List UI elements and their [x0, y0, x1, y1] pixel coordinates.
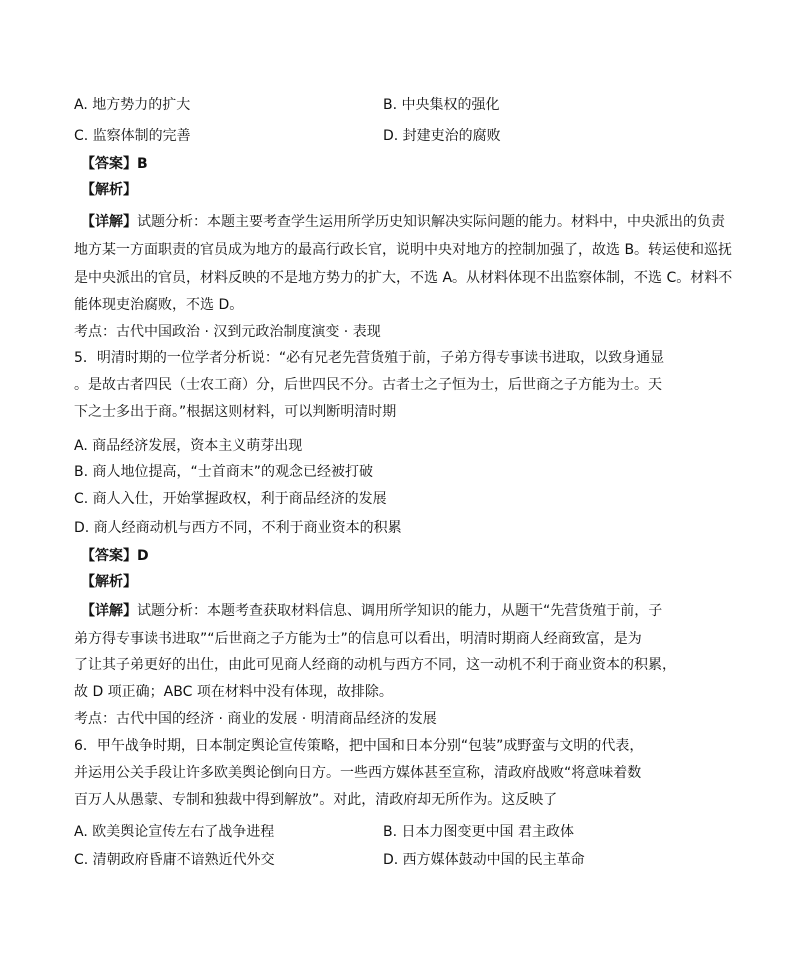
- q5-option-c: C. 商人入仕，开始掌握政权，利于商品经济的发展: [74, 491, 387, 507]
- q5-detail-line-1: 【详解】试题分析：本题考查获取材料信息、调用所学知识的能力，从题干“先营货殖于前，子: [81, 603, 663, 619]
- q5-option-b: B. 商人地位提高，“士首商末”的观念已经被打破: [74, 464, 374, 480]
- answer-tag: 【答案】: [81, 156, 137, 172]
- q4-analysis-tag: 【解析】: [81, 182, 137, 198]
- q4-kaodian: 考点：古代中国政治 · 汉到元政治制度演变 · 表现: [74, 324, 381, 340]
- detail-tag: 【详解】: [81, 603, 137, 619]
- q5-option-d: D. 商人经商动机与西方不同，不利于商业资本的积累: [74, 520, 402, 536]
- q6-option-c: C. 清朝政府昏庸不谙熟近代外交: [74, 852, 275, 868]
- q5-option-a: A. 商品经济发展，资本主义萌芽出现: [74, 438, 303, 454]
- q5-detail-line-3: 了让其子弟更好的出仕，由此可见商人经商的动机与西方不同，这一动机不利于商业资本的积累，: [74, 657, 676, 673]
- q4-detail-line-4: 能体现吏治腐败，不选 D。: [74, 297, 244, 313]
- answer-value: B: [137, 156, 148, 172]
- q6-option-b: B. 日本力图变更中国 君主政体: [383, 824, 574, 840]
- answer-value: D: [137, 548, 149, 564]
- q4-option-b: B. 中央集权的强化: [383, 97, 500, 113]
- q5-detail-line-4: 故 D 项正确；ABC 项在材料中没有体现，故排除。: [74, 684, 393, 700]
- q4-option-c: C. 监察体制的完善: [74, 128, 191, 144]
- q5-stem-line-1: 5．明清时期的一位学者分析说：“必有兄老先营货殖于前，子弟方得专事读书进取，以致身通显: [74, 350, 665, 366]
- q5-analysis-tag: 【解析】: [81, 574, 137, 590]
- q5-answer: [81, 546, 149, 566]
- q4-option-d: D. 封建吏治的腐败: [383, 128, 501, 144]
- q6-stem-line-1: 6．甲午战争时期，日本制定舆论宣传策略，把中国和日本分别“包装”成野蛮与文明的代表，: [74, 738, 644, 754]
- q6-option-d: D. 西方媒体鼓动中国的民主革命: [383, 852, 585, 868]
- q4-detail-line-1: 【详解】试题分析：本题主要考查学生运用所学历史知识解决实际问题的能力。材料中，中央派出的负责: [81, 214, 725, 230]
- q4-detail-line-3: 是中央派出的官员，材料反映的不是地方势力的扩大，不选 A。从材料体现不出监察体制，不选 C。材料不: [74, 270, 733, 286]
- q4-detail-line-2: 地方某一方面职责的官员成为地方的最高行政长官，说明中央对地方的控制加强了，故选 B。转运使和巡抚: [74, 242, 733, 258]
- q4-answer: [81, 154, 148, 174]
- q4-option-a: A. 地方势力的扩大: [74, 97, 191, 113]
- q6-stem-line-3: 百万人从愚蒙、专制和独裁中得到解放”。对此，清政府却无所作为。这反映了: [74, 792, 558, 808]
- q5-detail-line-2: 弟方得专事读书进取”“后世商之子方能为士”的信息可以看出，明清时期商人经商致富，是为: [74, 631, 642, 647]
- q6-stem-line-2: 并运用公关手段让许多欧美舆论倒向日方。一些西方媒体甚至宣称，清政府战败“将意味着数: [74, 765, 642, 781]
- q6-option-a: A. 欧美舆论宣传左右了战争进程: [74, 824, 275, 840]
- q5-stem-line-2: 。是故古者四民（士农工商）分，后世四民不分。古者士之子恒为士，后世商之子方能为士。天: [74, 377, 662, 393]
- q5-kaodian: 考点：古代中国的经济 · 商业的发展 · 明清商品经济的发展: [74, 711, 437, 727]
- q5-stem-line-3: 下之士多出于商。”根据这则材料，可以判断明清时期: [74, 404, 397, 420]
- detail-tag: 【详解】: [81, 214, 137, 230]
- answer-tag: 【答案】: [81, 548, 137, 564]
